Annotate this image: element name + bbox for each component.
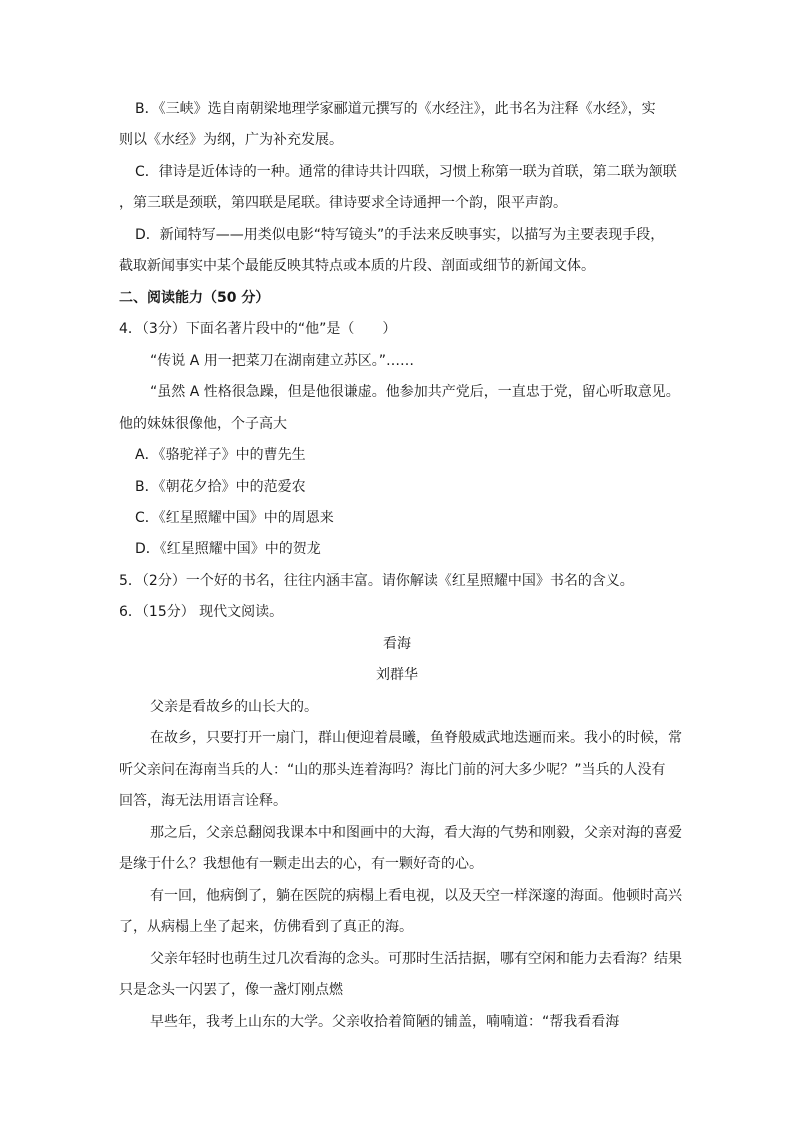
quote-line-3: 他的妹妹很像他，个子高大 [119, 416, 287, 432]
question-5: 5．（2分）一个好的书名，往往内涵丰富。请你解读《红星照耀中国》书名的含义。 [119, 573, 634, 589]
option-b-line-2: 则以《水经》为纲，广为补充发展。 [119, 132, 343, 148]
article-paragraph-5-line-1: 父亲年轻时也萌生过几次看海的念头。可那时生活拮据，哪有空闲和能力去看海？结果 [150, 951, 682, 967]
quote-line-2: “虽然 A 性格很急躁，但是他很谦虚。他参加共产党后，一直忠于党，留心听取意见。 [150, 384, 680, 400]
question-4-option-b: B．《朝花夕拾》中的范爱农 [135, 479, 306, 495]
quote-line-1: “传说 A 用一把菜刀在湖南建立苏区。”…… [150, 353, 414, 369]
article-paragraph-3-line-2: 是缘于什么？我想他有一颗走出去的心，有一颗好奇的心。 [119, 856, 483, 872]
article-paragraph-4-line-1: 有一回，他病倒了，躺在医院的病榻上看电视，以及天空一样深邃的海面。他顿时高兴 [150, 888, 682, 904]
article-paragraph-5-line-2: 只是念头一闪罢了，像一盏灯刚点燃 [119, 982, 343, 998]
article-paragraph-2-line-3: 回答，海无法用语言诠释。 [119, 793, 287, 809]
section-heading: 二、阅读能力（50 分） [119, 290, 270, 306]
article-paragraph-2-line-1: 在故乡，只要打开一扇门，群山便迎着晨曦，鱼脊般威武地迭逦而来。我小的时候，常 [150, 730, 682, 746]
article-paragraph-6-line-1: 早些年，我考上山东的大学。父亲收拾着简陋的铺盖，喃喃道：“帮我看看海 [150, 1014, 620, 1030]
article-paragraph-1: 父亲是看故乡的山长大的。 [150, 699, 318, 715]
question-6: 6．（15分） 现代文阅读。 [119, 604, 284, 620]
option-d-line-2: 截取新闻事实中某个最能反映其特点或本质的片段、剖面或细节的新闻文体。 [119, 258, 595, 274]
article-title: 看海 [383, 636, 411, 652]
question-4: 4．（3分）下面名著片段中的“他”是（ ） [119, 321, 397, 337]
article-paragraph-3-line-1: 那之后，父亲总翻阅我课本中和图画中的大海，看大海的气势和刚毅，父亲对海的喜爱 [150, 825, 682, 841]
question-4-option-d: D．《红星照耀中国》中的贺龙 [135, 541, 321, 557]
article-paragraph-2-line-2: 听父亲问在海南当兵的人：“山的那头连着海吗？海比门前的河大多少呢？”当兵的人没有 [119, 762, 666, 778]
article-paragraph-4-line-2: 了，从病榻上坐了起来，仿佛看到了真正的海。 [119, 919, 413, 935]
question-4-option-a: A．《骆驼祥子》中的曹先生 [135, 447, 306, 463]
question-4-option-c: C．《红星照耀中国》中的周恩来 [135, 510, 334, 526]
option-b-line-1: B．《三峡》选自南朝梁地理学家郦道元撰写的《水经注》，此书名为注释《水经》，实 [135, 101, 656, 117]
option-c-line-2: ，第三联是颈联，第四联是尾联。律诗要求全诗通押一个韵，限平声韵。 [119, 195, 567, 211]
option-d-line-1: D．新闻特写——用类似电影“特写镜头”的手法来反映事实，以描写为主要表现手段， [135, 227, 665, 243]
article-author: 刘群华 [376, 667, 418, 683]
option-c-line-1: C．律诗是近体诗的一种。通常的律诗共计四联，习惯上称第一联为首联，第二联为颔联 [135, 164, 677, 180]
